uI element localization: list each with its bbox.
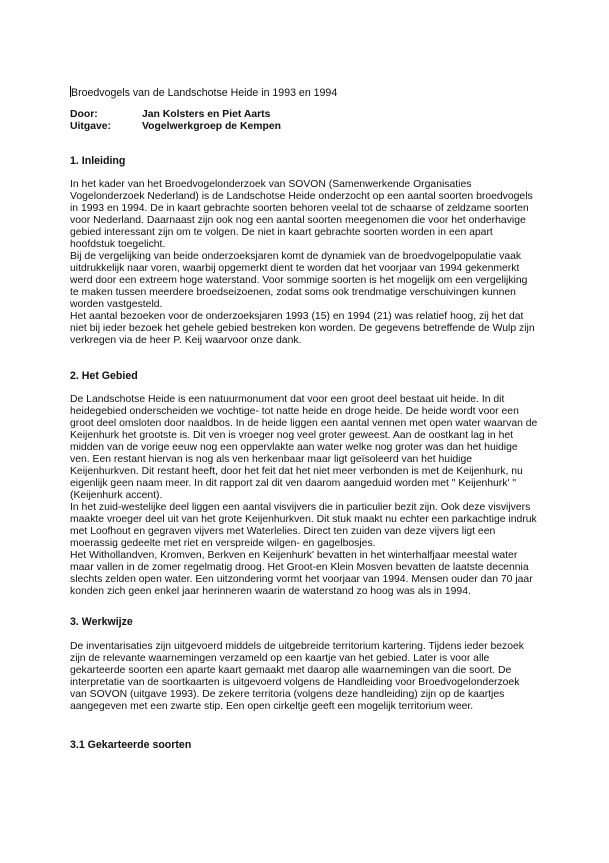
text-line: eigenlijk geen naam meer. In dit rapport zal dit ven daarom aangeduid worden met " Keijenhurk' " xyxy=(70,478,517,489)
text-line: slechts zelden open water. Een uitzondering vormt het voorjaar van 1994. Mensen ouder dan 70 jaar xyxy=(70,574,533,585)
text-line: In het zuid-westelijke deel liggen een aantal visvijvers die in particulier bezit zijn. Ook deze visvijvers xyxy=(70,502,531,513)
text-line: ven. Een restant hiervan is nog als ven herkenbaar maar ligt geïsoleerd van het huidige xyxy=(70,454,473,465)
meta-author xyxy=(70,109,270,121)
text-line: in 1993 en 1994. De in kaart gebrachte soorten behoren veelal tot de schaarse of zeldzame soorten xyxy=(70,203,529,214)
section-body xyxy=(70,394,600,598)
text-line: maakte vroeger deel uit van het grote Keijenhurkven. Dit stuk maakt nu echter een parkachtige indruk xyxy=(70,514,537,525)
text-line: interpretatie van de soortkaarten is uitgevoerd volgens de Handleiding voor Broedvogelonderzoek xyxy=(70,677,520,688)
text-line: te maken tussen meerdere broedseizoenen, zodat soms ook trendmatige verschuivingen kunnen xyxy=(70,287,516,298)
text-line: van SOVON (uitgave 1993). De zekere territoria (volgens deze handleiding) zijn op de kaartjes xyxy=(70,689,505,700)
text-line: gebied interessant zijn om te volgen. De niet in kaart gebrachte soorten worden in een apart xyxy=(70,227,493,238)
meta-value: Vogelwerkgroep de Kempen xyxy=(142,121,281,132)
text-line: zijn de relevante waarnemingen verzameld op een kaartje van het gebied. Later is voor alle xyxy=(70,653,490,664)
text-line: werd door een extreem hoge waterstand. Voor sommige soorten is het mogelijk om een vergelijking xyxy=(70,275,528,286)
text-line: Het aantal bezoeken voor de onderzoeksjaren 1993 (15) en 1994 (21) was relatief hoog, zij het dat xyxy=(70,311,524,322)
text-line: worden vastgesteld. xyxy=(70,299,163,310)
text-line: Bij de vergelijking van beide onderzoeksjaren komt de dynamiek van de broedvogelpopulatie vaak xyxy=(70,251,522,262)
text-line: heidegebied onderscheiden we vochtige- tot natte heide en droge heide. De heide wordt voor een xyxy=(70,406,519,417)
meta-value: Jan Kolsters en Piet Aarts xyxy=(142,109,271,120)
text-line: midden van de vorige eeuw nog een oppervlakte aan water welke nog groter was dan het huidige xyxy=(70,442,518,453)
text-line: Het Withollandven, Kromven, Berkven en Keijenhurk' bevatten in het winterhalfjaar meestal water xyxy=(70,550,518,561)
document-title: Broedvogels van de Landschotse Heide in 1993 en 1994 xyxy=(71,87,338,99)
text-line: moerassig gedeelte met riet en verspreide wilgen- en gagelbosjes. xyxy=(70,538,376,549)
meta-label: Door: xyxy=(70,109,98,120)
text-line: Vogelonderzoek Nederland) is de Landschotse Heide onderzocht op een aantal soorten broedvogels xyxy=(70,191,533,202)
section-heading: 3. Werkwijze xyxy=(70,616,133,628)
meta-publisher xyxy=(70,121,281,133)
meta-label: Uitgave: xyxy=(70,121,111,132)
text-line: hoofdstuk toegelicht. xyxy=(70,239,166,250)
section-body xyxy=(70,179,600,347)
text-line: groot deel omsloten door naaldbos. In de heide liggen een aantal vennen met open water waarvan de xyxy=(70,418,538,429)
text-line: uitdrukkelijk naar voren, waarbij opgemerkt dient te worden dat het voorjaar van 1994 gekenmerkt xyxy=(70,263,520,274)
section-heading: 3.1 Gekarteerde soorten xyxy=(70,739,192,751)
text-line: aangegeven met een zwarte stip. Een open cirkeltje geeft een mogelijk territorium weer. xyxy=(70,701,474,712)
text-line: In het kader van het Broedvogelonderzoek van SOVON (Samenwerkende Organisaties xyxy=(70,179,472,190)
text-line: konden zich geen enkel jaar herinneren waarin de waterstand zo hoog was als in 1994. xyxy=(70,586,471,597)
section-heading: 2. Het Gebied xyxy=(70,370,138,382)
text-line: maar vallen in de zomer regelmatig droog. Het Groot-en Klein Mosven bevatten de laatste decennia xyxy=(70,562,529,573)
section-heading: 1. Inleiding xyxy=(70,155,126,167)
text-line: Keijenhurk het grootste is. Dit ven is vroeger nog veel groter geweest. Aan de oostkant lag in het xyxy=(70,430,514,441)
text-line: De Landschotse Heide is een natuurmonument dat voor een groot deel bestaat uit heide. In dit xyxy=(70,394,505,405)
text-line: niet bij ieder bezoek het gehele gebied bestreken kon worden. De gegevens betreffende de Wulp zijn xyxy=(70,323,535,334)
text-line: met Loofhout en gegraven vijvers met Waterlelies. Direct ten zuiden van deze vijvers ligt een xyxy=(70,526,496,537)
text-line: verkregen via de heer P. Keij waarvoor onze dank. xyxy=(70,335,302,346)
text-line: De inventarisaties zijn uitgevoerd middels de uitgebreide territorium kartering. Tijdens ieder bezoek xyxy=(70,641,524,652)
text-line: gekarteerde soorten een aparte kaart gemaakt met daarop alle waarnemingen van die soort. De xyxy=(70,665,512,676)
text-line: Keijenhurkven. Dit restant heeft, door het feit dat het niet meer verbonden is met de Keijenhurk, nu xyxy=(70,466,523,477)
text-line: (Keijenhurk accent). xyxy=(70,490,163,501)
text-line: voor Nederland. Daarnaast zijn ook nog een aantal soorten meegenomen die voor het onderhavige xyxy=(70,215,526,226)
section-body xyxy=(70,641,600,713)
